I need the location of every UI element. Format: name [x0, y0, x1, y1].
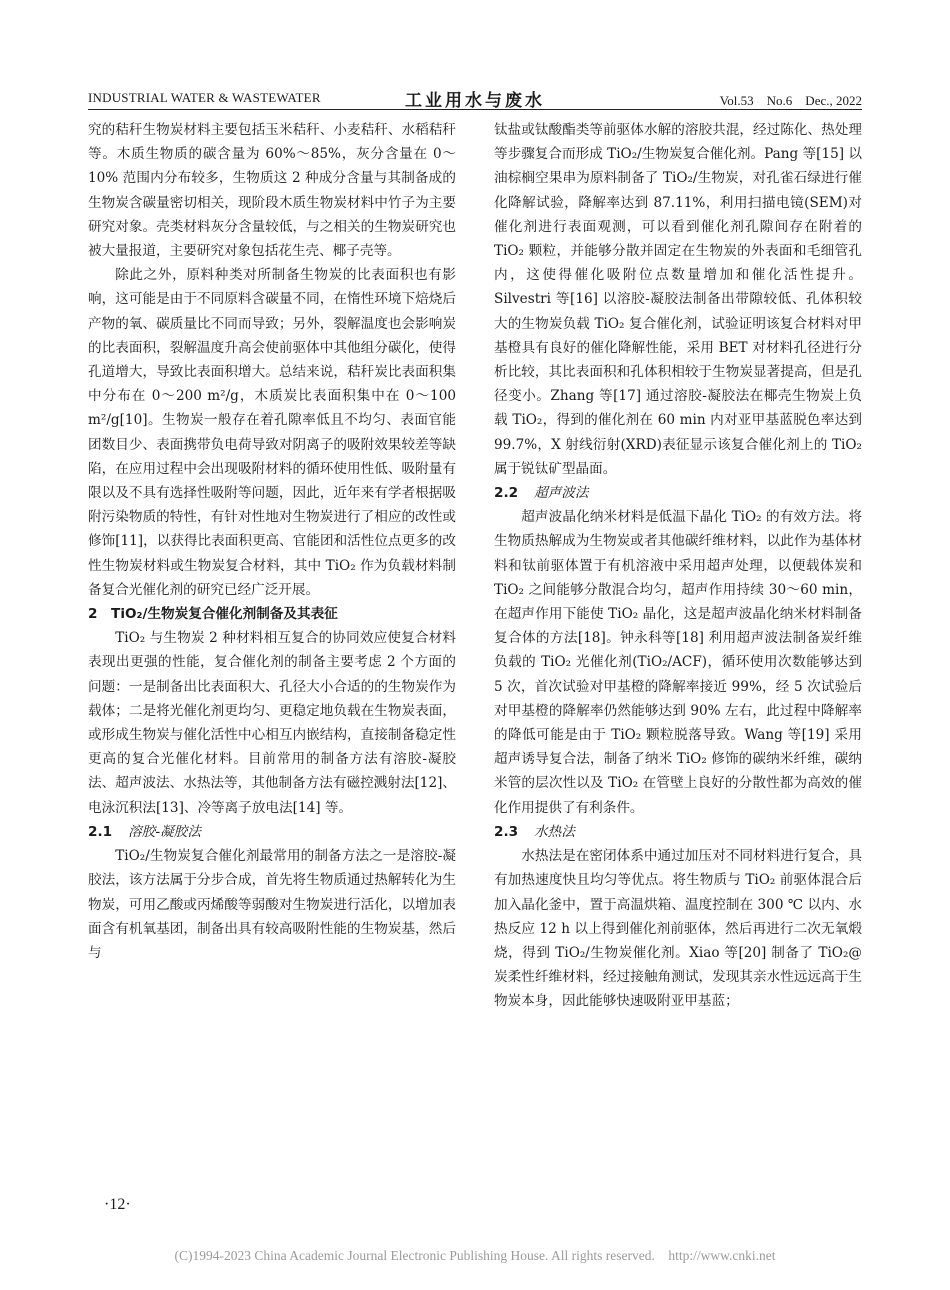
paragraph: TiO₂ 与生物炭 2 种材料相互复合的协同效应使复合材料表现出更强的性能，复合催化剂的制备主要考虑 2 个方面的问题：一是制备出比表面积大、孔径大小合适的的生物炭作为载体；二是将光催化剂更均匀、更稳定地负载在生物炭表面，或形成生物炭与催化活性中心相互内嵌结构，直接制备稳定性更高的复合光催化材料。目前常用的制备方法有溶胶-凝胶法、超声波法、水热法等，其他制备方法有磁控溅射法[12]、电泳沉积法[13]、冷等离子放电法[14] 等。	[88, 630, 456, 816]
subsection-title: 水热法	[534, 823, 575, 840]
subsection-title: 溶胶-凝胶法	[128, 823, 201, 840]
page-number: ·12·	[104, 1196, 131, 1213]
subsection-heading	[88, 820, 456, 844]
left-column	[88, 118, 456, 965]
paragraph: 钛盐或钛酸酯类等前驱体水解的溶胶共混，经过陈化、热处理等步骤复合而形成 TiO₂/生物炭复合催化剂。Pang 等[15] 以油棕榈空果串为原料制备了 TiO₂/生物炭，对孔雀石绿进行催化降解试验，降解率达到 87.11%，利用扫描电镜(SEM)对催化剂进行表面观测，可以看到催化剂孔隙间存在附着的 TiO₂ 颗粒，并能够分散并固定在生物炭的外表面和毛细管孔内，这使得催化吸附位点数量增加和催化活性提升。Silvestri 等[16] 以溶胶-凝胶法制备出带隙较低、孔体积较大的生物炭负载 TiO₂ 复合催化剂，试验证明该复合材料对甲基橙具有良好的催化降解性能，采用 BET 对材料孔径进行分析比较，其比表面积和孔体积相较于生物炭显著提高，但是孔径变小。Zhang 等[17] 通过溶胶-凝胶法在椰壳生物炭上负载 TiO₂，得到的催化剂在 60 min 内对亚甲基蓝脱色率达到 99.7%，X 射线衍射(XRD)表征显示该复合催化剂上的 TiO₂ 属于锐钛矿型晶面。	[494, 122, 862, 477]
paragraph: 除此之外，原料种类对所制备生物炭的比表面积也有影响，这可能是由于不同原料含碳量不同，在惰性环境下焙烧后产物的氧、碳质量比不同而导致；另外，裂解温度也会影响炭的比表面积，裂解温度升高会使前驱体中其他组分碳化，使得孔道增大，导致比表面积增大。总结来说，秸秆炭比表面积集中分布在 0～200 m²/g，木质炭比表面积集中在 0～100 m²/g[10]。生物炭一般存在着孔隙率低且不均匀、表面官能团数目少、表面携带负电荷导致对阴离子的吸附效果较差等缺陷，在应用过程中会出现吸附材料的循环使用性低、吸附量有限以及不具有选择性吸附等问题，因此，近年来有学者根据吸附污染物质的特性，有针对性地对生物炭进行了相应的改性或修饰[11]，以获得比表面积更高、官能团和活性位点更多的改性生物炭材料或生物炭复合材料，其中 TiO₂ 作为负载材料制备复合光催化剂的研究已经广泛开展。	[88, 267, 456, 598]
subsection-title: 超声波法	[534, 485, 589, 502]
subsection-number: 2.2	[494, 485, 519, 502]
running-header	[88, 86, 862, 111]
right-column	[494, 118, 862, 1014]
copyright-footer: (C)1994-2023 China Academic Journal Electronic Publishing House. All rights reserved. http://www.cnki.net	[174, 1248, 776, 1263]
subsection-number: 2.1	[88, 823, 113, 840]
paragraph: 究的秸秆生物炭材料主要包括玉米秸秆、小麦秸秆、水稻秸秆等。木质生物质的碳含量为 60%～85%，灰分含量在 0～10% 范围内分布较多，生物质这 2 种成分含量与其制备成的生物炭含碳量密切相关，现阶段木质生物炭材料中竹子为主要研究对象。壳类材料灰分含量较低，与之相关的生物炭研究也被大量报道，主要研究对象包括花生壳、椰子壳等。	[88, 122, 456, 260]
issue-info: Vol.53 No.6 Dec., 2022	[719, 93, 862, 108]
section-heading: 2 TiO₂/生物炭复合催化剂制备及其表征	[88, 606, 338, 623]
paragraph: TiO₂/生物炭复合催化剂最常用的制备方法之一是溶胶-凝胶法，该方法属于分步合成，首先将生物质通过热解转化为生物炭，可用乙酸或丙烯酸等弱酸对生物炭进行活化，以增加表面含有机氧基团，制备出具有较高吸附性能的生物炭基，然后与	[88, 848, 456, 961]
journal-name-cn: 工业用水与废水	[405, 91, 545, 111]
paragraph: 超声波晶化纳米材料是低温下晶化 TiO₂ 的有效方法。将生物质热解成为生物炭或者其他碳纤维材料，以此作为基体材料和钛前驱体置于有机溶液中采用超声处理，以便载体炭和 TiO₂ 之间能够分散混合均匀，超声作用持续 30～60 min，在超声作用下能使 TiO₂ 晶化，这是超声波晶化纳米材料制备复合体的方法[18]。钟永科等[18] 利用超声波法制备炭纤维负载的 TiO₂ 光催化剂(TiO₂/ACF)，循环使用次数能够达到 5 次，首次试验对甲基橙的降解率接近 99%，经 5 次试验后对甲基橙的降解率仍然能够达到 90% 左右，此过程中降解率的降低可能是由于 TiO₂ 颗粒脱落导致。Wang 等[19] 采用超声诱导复合法，制备了纳米 TiO₂ 修饰的碳纳米纤维，碳纳米管的层次性以及 TiO₂ 在管壁上良好的分散性都为高效的催化作用提供了有利条件。	[494, 509, 862, 816]
subsection-heading	[494, 820, 862, 844]
subsection-number: 2.3	[494, 823, 519, 840]
journal-name-en: INDUSTRIAL WATER & WASTEWATER	[88, 90, 321, 105]
subsection-heading	[494, 481, 862, 505]
paragraph: 水热法是在密闭体系中通过加压对不同材料进行复合，具有加热速度快且均匀等优点。将生物质与 TiO₂ 前驱体混合后加入晶化釜中，置于高温烘箱、温度控制在 300 ℃ 以内、水热反应 12 h 以上得到催化剂前驱体，然后再进行二次无氧煅烧，得到 TiO₂/生物炭催化剂。Xiao 等[20] 制备了 TiO₂@ 炭柔性纤维材料，经过接触角测试，发现其亲水性远远高于生物炭本身，因此能够快速吸附亚甲基蓝；	[494, 848, 862, 1010]
header-rule	[88, 109, 862, 110]
